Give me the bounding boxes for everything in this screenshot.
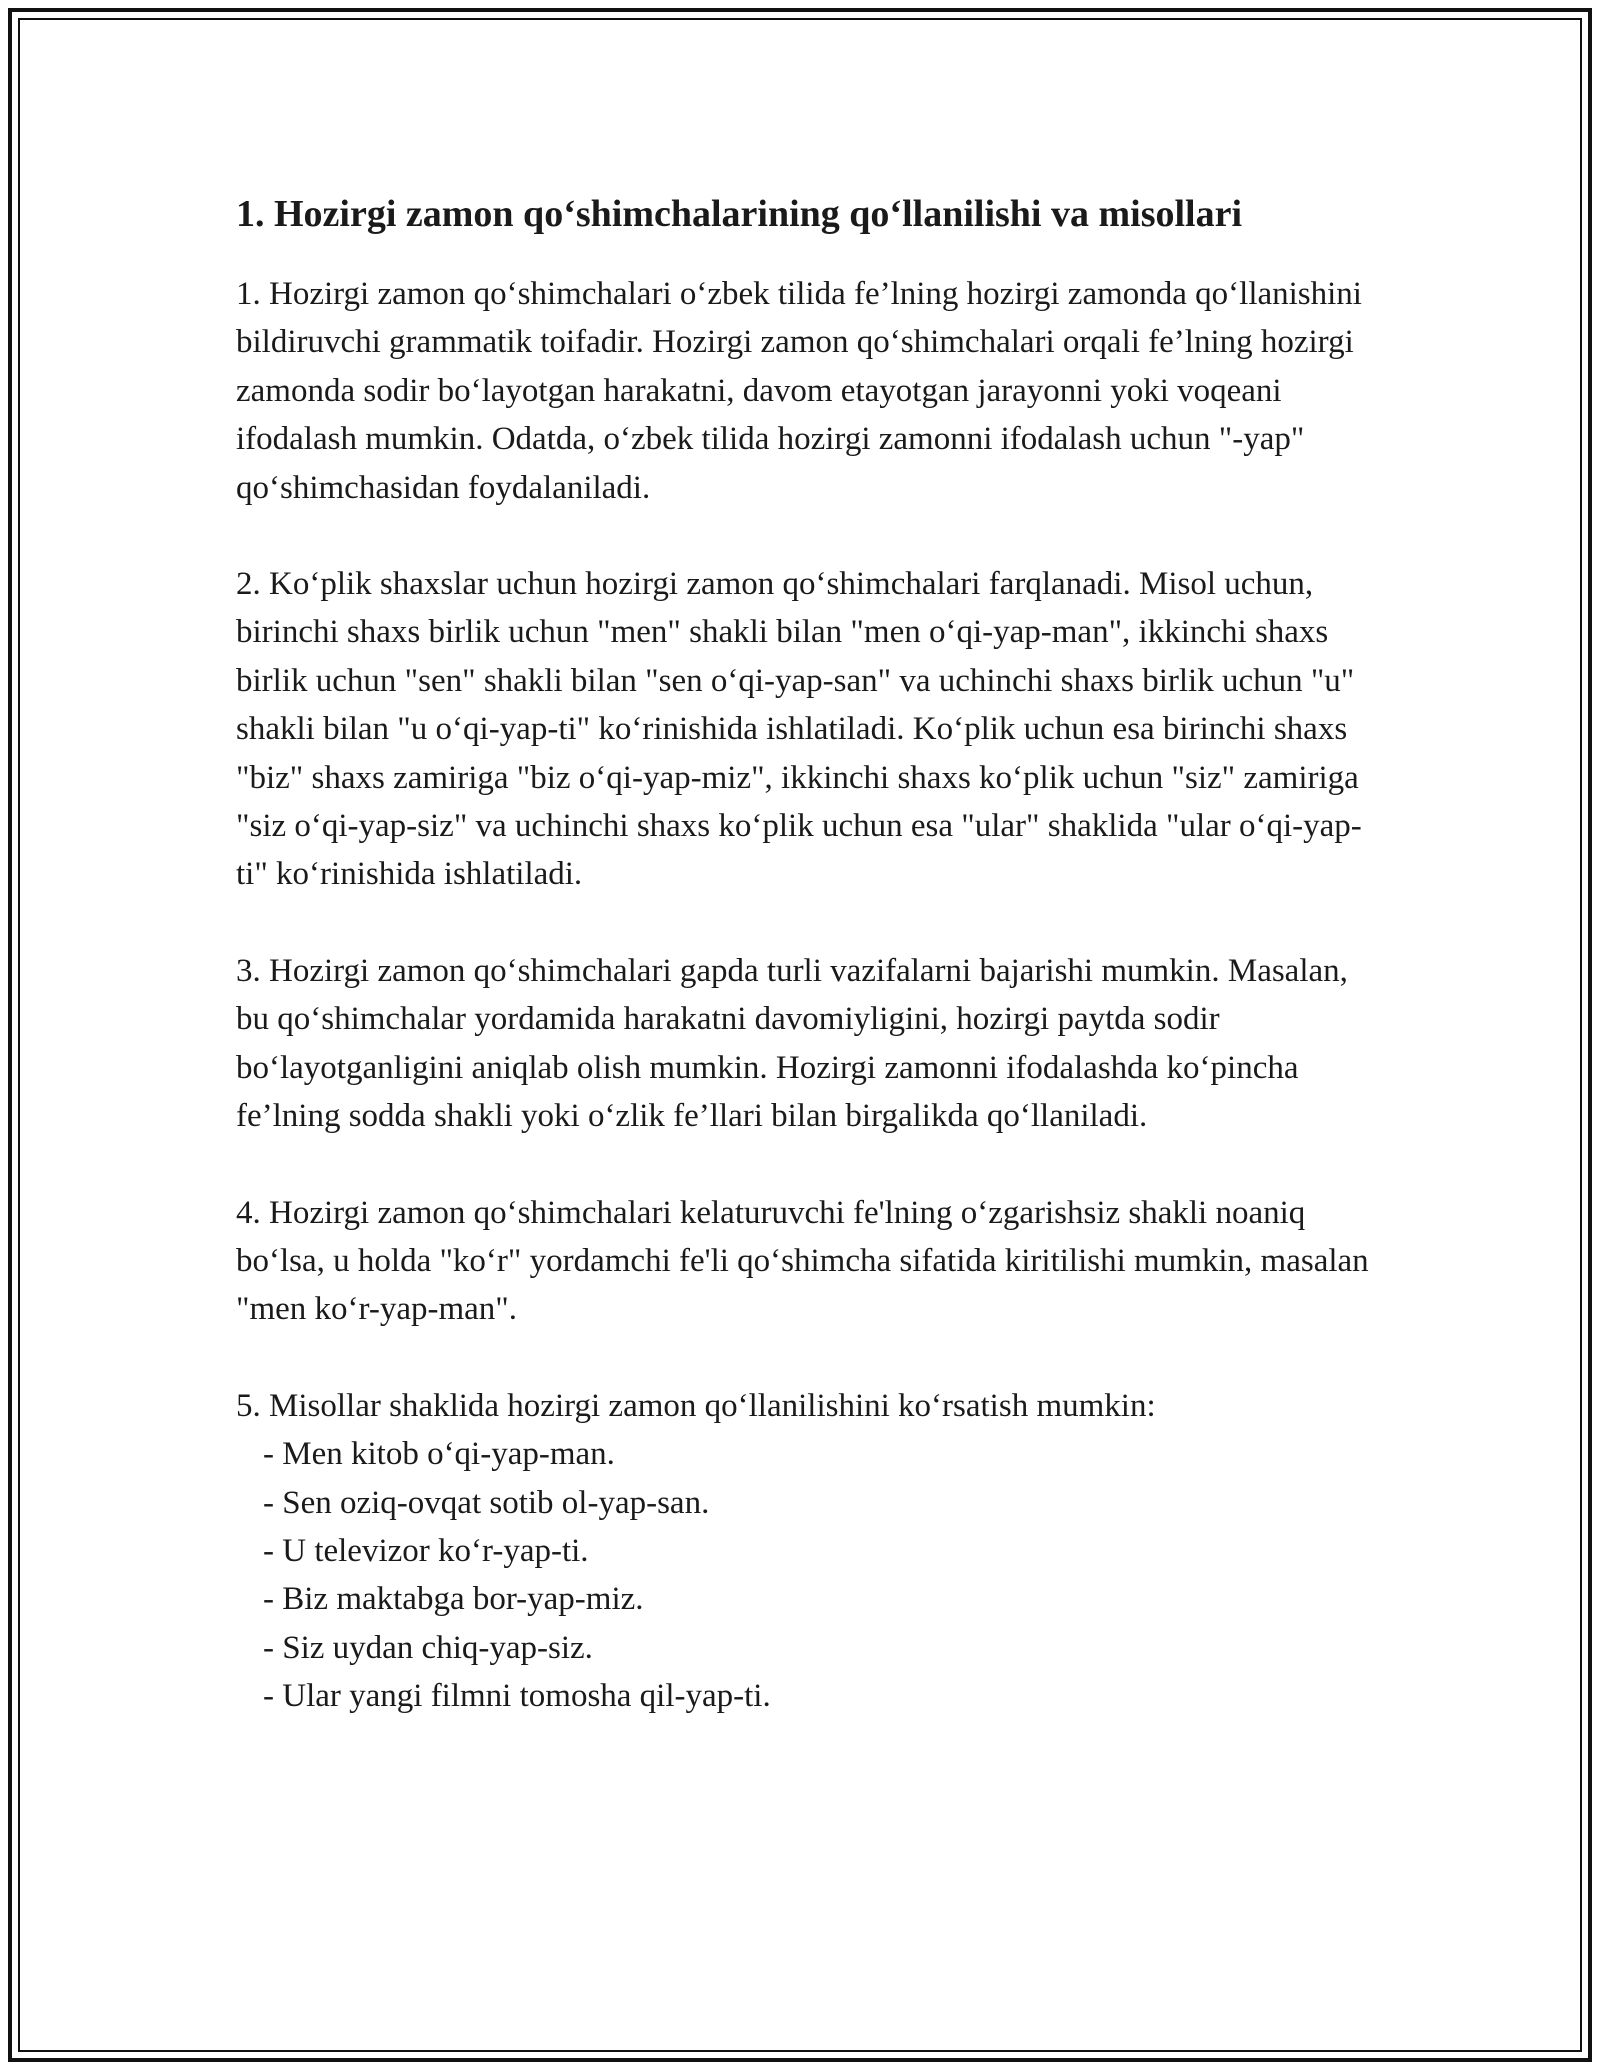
example-item: - Biz maktabga bor-yap-miz. (263, 1581, 644, 1618)
example-item: - Siz uydan chiq-yap-siz. (263, 1629, 593, 1666)
paragraph-4: 4. Hozirgi zamon qo‘shimchalari kelaturuvchi fe'lning o‘zgarishsiz shakli noaniq bo‘lsa, u holda "ko‘r" yordamchi fe'li qo‘shimcha sifatida kiritilishi mumkin, masalan "men ko‘r-yap-man". (236, 1194, 1369, 1328)
example-item: - Sen oziq-ovqat sotib ol-yap-san. (263, 1484, 710, 1521)
document-title: 1. Hozirgi zamon qo‘shimchalarining qo‘llanilishi va misollari (236, 193, 1243, 235)
example-item: - Ular yangi filmni tomosha qil-yap-ti. (263, 1678, 771, 1715)
examples-list (236, 1430, 1376, 1720)
document-body (236, 186, 1376, 1721)
paragraph-5: 5. Misollar shaklida hozirgi zamon qo‘llanilishini ko‘rsatish mumkin: (236, 1387, 1156, 1424)
paragraph-1: 1. Hozirgi zamon qo‘shimchalari o‘zbek tilida fe’lning hozirgi zamonda qo‘llanishini bildiruvchi grammatik toifadir. Hozirgi zamon qo‘shimchalari orqali fe’lning hozirgi zamonda sodir bo‘layotgan harakatni, davom etayotgan jarayonni yoki voqeani ifodalash mumkin. Odatda, o‘zbek tilida hozirgi zamonni ifodalash uchun "-yap" qo‘shimchasidan foydalaniladi. (236, 276, 1362, 506)
example-item: - U televizor ko‘r-yap-ti. (263, 1532, 589, 1569)
paragraph-3: 3. Hozirgi zamon qo‘shimchalari gapda turli vazifalarni bajarishi mumkin. Masalan, bu qo‘shimchalar yordamida harakatni davomiyligini, hozirgi paytda sodir bo‘layotganligini aniqlab olish mumkin. Hozirgi zamonni ifodalashda ko‘pincha fe’lning sodda shakli yoki o‘zlik fe’llari bilan birgalikda qo‘llaniladi. (236, 952, 1348, 1135)
paragraph-2: 2. Ko‘plik shaxslar uchun hozirgi zamon qo‘shimchalari farqlanadi. Misol uchun, birinchi shaxs birlik uchun "men" shakli bilan "men o‘qi-yap-man", ikkinchi shaxs birlik uchun "sen" shakli bilan "sen o‘qi-yap-san" va uchinchi shaxs birlik uchun "u" shakli bilan "u o‘qi-yap-ti" ko‘rinishida ishlatiladi. Ko‘plik uchun esa birinchi shaxs "biz" shaxs zamiriga "biz o‘qi-yap-miz", ikkinchi shaxs ko‘plik uchun "siz" zamiriga "siz o‘qi-yap-siz" va uchinchi shaxs ko‘plik uchun esa "ular" shaklida "ular o‘qi-yap-ti" ko‘rinishida ishlatiladi. (236, 566, 1362, 893)
example-item: - Men kitob o‘qi-yap-man. (263, 1436, 615, 1473)
